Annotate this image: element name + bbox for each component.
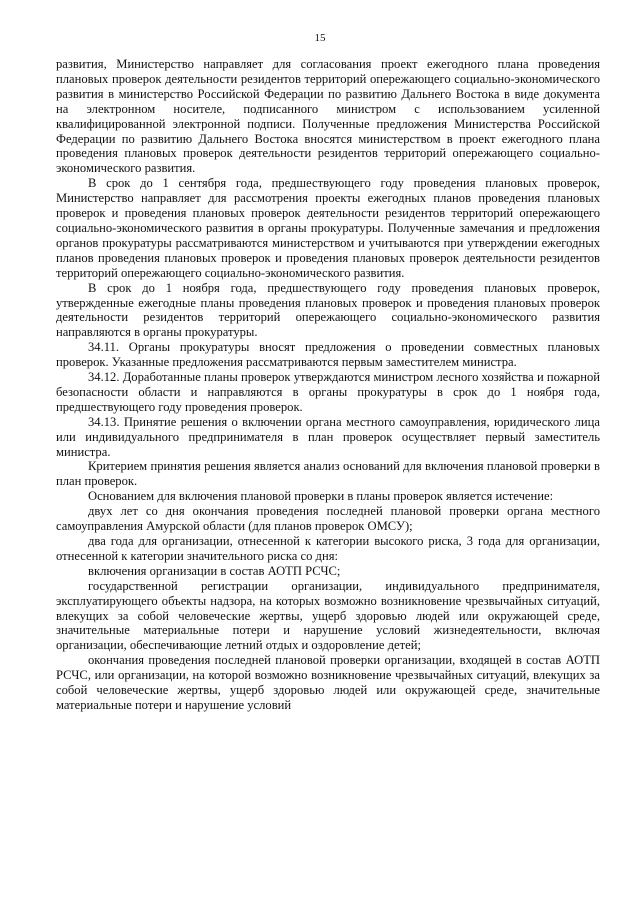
paragraph-criterion: Критерием принятия решения является анализ оснований для включения плановой проверки в план проверок. xyxy=(56,459,600,489)
document-body xyxy=(56,57,600,713)
paragraph-34-11: 34.11. Органы прокуратуры вносят предложения о проведении совместных плановых проверок. Указанные предложения рассматриваются первым заместителем министра. xyxy=(56,340,600,370)
list-item-risk-categories: два года для организации, отнесенной к категории высокого риска, 3 года для организации, отнесенной к категории значительного риска со дня: xyxy=(56,534,600,563)
list-item-two-years-omsu: двух лет со дня окончания проведения последней плановой проверки органа местного самоуправления Амурской области (для планов проверок ОМСУ); xyxy=(56,504,600,534)
list-item-aotp-inclusion: включения организации в состав АОТП РСЧС; xyxy=(88,563,341,578)
paragraph-basis: Основанием для включения плановой проверки в планы проверок является истечение: xyxy=(88,489,554,504)
list-item-last-inspection: окончания проведения последней плановой проверки организации, входящей в состав АОТП РСЧС, или организации, на которой возможно возникновение чрезвычайных ситуаций, влекущих за собой человеческие жертвы, ущерб здоровью людей или окружающей среде, значительные материальные потери и нарушение условий xyxy=(56,653,600,712)
paragraph-34-13: 34.13. Принятие решения о включении органа местного самоуправления, юридического лица или индивидуального предпринимателя в план проверок осуществляет первый заместитель министра. xyxy=(56,414,600,459)
page-number: 15 xyxy=(314,32,326,44)
paragraph-34-12: 34.12. Доработанные планы проверок утверждаются министром лесного хозяйства и пожарной безопасности области и направляются в органы прокуратуры в срок до 1 ноября года, предшествующего году проведения проверок. xyxy=(56,370,600,414)
paragraph-november-deadline: В срок до 1 ноября года, предшествующего году проведения плановых проверок, утвержденные ежегодные планы проведения плановых проверок и проведения плановых проверок деятельности резидентов территорий опережающего социально-экономического развития направляются в органы прокуратуры. xyxy=(56,280,600,340)
paragraph-september-deadline: В срок до 1 сентября года, предшествующего году проведения плановых проверок, Министерство направляет для рассмотрения проекты ежегодных планов проведения плановых проверок и проведения плановых проверок деятельности резидентов территорий опережающего социально-экономического развития в органы прокуратуры. Полученные замечания и предложения органов прокуратуры рассматриваются министерством и учитываются при утверждении ежегодных планов проведения плановых проверок и проведения плановых проверок деятельности резидентов территорий опережающего социально-экономического развития. xyxy=(56,176,600,280)
list-item-state-registration: государственной регистрации организации, индивидуального предпринимателя, эксплуатирующего объекты надзора, на которых возможно возникновение чрезвычайных ситуаций, влекущих за собой человеческие жертвы, ущерб здоровью людей или окружающей среде, значительные материальные потери и нарушение условий жизнедеятельности, включая организации, обеспечивающие летний отдых и оздоровление детей; xyxy=(56,578,600,653)
paragraph-continuation: развития, Министерство направляет для согласования проект ежегодного плана проведения плановых проверок деятельности резидентов территорий опережающего социально-экономического развития в министерство Российской Федерации по развитию Дальнего Востока в виде документа на электронном носителе, подписанного министром с использованием усиленной квалифицированной электронной подписи. Полученные предложения Министерства Российской Федерации по развитию Дальнего Востока вносятся министерством в проект ежегодного плана проведения плановых проверок деятельности резидентов территорий опережающего социально-экономического развития. xyxy=(56,57,600,176)
